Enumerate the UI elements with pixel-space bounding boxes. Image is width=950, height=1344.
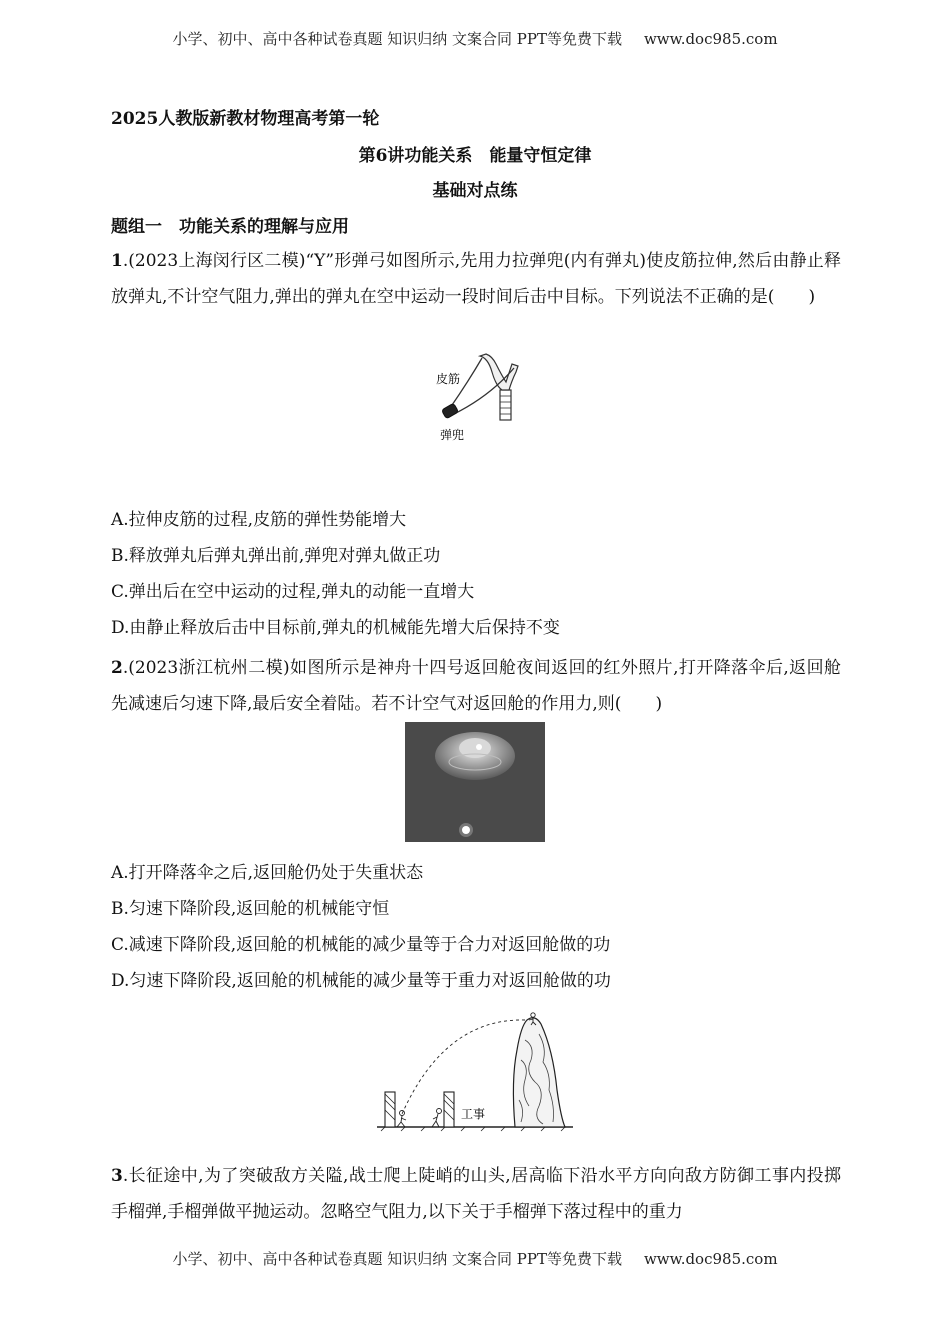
section-title: 基础对点练 bbox=[432, 181, 518, 201]
soldier-left bbox=[397, 1116, 406, 1127]
label-pouch: 弹兜 bbox=[440, 428, 465, 442]
question-2-text: .(2023浙江杭州二模)如图所示是神舟十四号返回舱夜间返回的红外照片,打开降落伞后,返回舱先减速后匀速下降,最后安全着陆。若不计空气对返回舱的作用力,则( ) bbox=[111, 658, 841, 714]
q1-option-b: B.释放弹丸后弹丸弹出前,弹兜对弹丸做正功 bbox=[111, 546, 441, 566]
q2-option-a: A.打开降落伞之后,返回舱仍处于失重状态 bbox=[111, 863, 424, 883]
group-title: 题组一 功能关系的理解与应用 bbox=[111, 217, 349, 237]
q2-option-b: B.匀速下降阶段,返回舱的机械能守恒 bbox=[111, 899, 390, 919]
question-1-number: 1 bbox=[111, 251, 123, 271]
header-url[interactable]: www.doc985.com bbox=[643, 30, 778, 48]
lesson-title: 第6讲功能关系 能量守恒定律 bbox=[358, 146, 592, 166]
question-2-stem bbox=[111, 650, 841, 722]
label-fortification: 工事 bbox=[461, 1107, 486, 1121]
series-title: 2025人教版新教材物理高考第一轮 bbox=[111, 109, 380, 129]
page-footer bbox=[0, 1248, 950, 1269]
page-header bbox=[0, 28, 950, 49]
q2-option-c: C.减速下降阶段,返回舱的机械能的减少量等于合力对返回舱做的功 bbox=[111, 935, 611, 955]
question-3-stem bbox=[111, 1158, 841, 1230]
slingshot-fork bbox=[480, 354, 518, 390]
grenade-trajectory bbox=[402, 1020, 525, 1114]
question-3-text: .长征途中,为了突破敌方关隘,战士爬上陡峭的山头,居高临下沿水平方向向敌方防御工事内投掷手榴弹,手榴弹做平抛运动。忽略空气阻力,以下关于手榴弹下落过程中的重力 bbox=[111, 1166, 841, 1222]
question-1-text: .(2023上海闵行区二模)“Y”形弹弓如图所示,先用力拉弹兜(内有弹丸)使皮筋拉伸,然后由静止释放弹丸,不计空气阻力,弹出的弹丸在空中运动一段时间后击中目标。下列说法不正确的是( ) bbox=[111, 251, 841, 307]
right-fortification bbox=[444, 1092, 454, 1127]
capsule-infrared-photo bbox=[405, 722, 545, 842]
slingshot-handle bbox=[500, 390, 511, 420]
slingshot-figure bbox=[420, 352, 540, 447]
footer-text: 小学、初中、高中各种试卷真题 知识归纳 文案合同 PPT等免费下载 bbox=[172, 1250, 622, 1268]
question-1-stem bbox=[111, 243, 841, 315]
header-text: 小学、初中、高中各种试卷真题 知识归纳 文案合同 PPT等免费下载 bbox=[172, 30, 622, 48]
left-fortification bbox=[385, 1092, 395, 1127]
pouch bbox=[441, 403, 458, 419]
footer-url[interactable]: www.doc985.com bbox=[643, 1250, 778, 1268]
question-3-number: 3 bbox=[111, 1166, 123, 1186]
label-band: 皮筋 bbox=[436, 372, 461, 386]
q2-option-d: D.匀速下降阶段,返回舱的机械能的减少量等于重力对返回舱做的功 bbox=[111, 971, 611, 991]
q1-option-d: D.由静止释放后击中目标前,弹丸的机械能先增大后保持不变 bbox=[111, 618, 560, 638]
q1-option-a: A.拉伸皮筋的过程,皮筋的弹性势能增大 bbox=[111, 510, 407, 530]
q1-option-c: C.弹出后在空中运动的过程,弹丸的动能一直增大 bbox=[111, 582, 475, 602]
question-2-number: 2 bbox=[111, 658, 123, 678]
grenade-mountain-figure bbox=[375, 1010, 575, 1135]
soldier-right bbox=[432, 1114, 439, 1127]
